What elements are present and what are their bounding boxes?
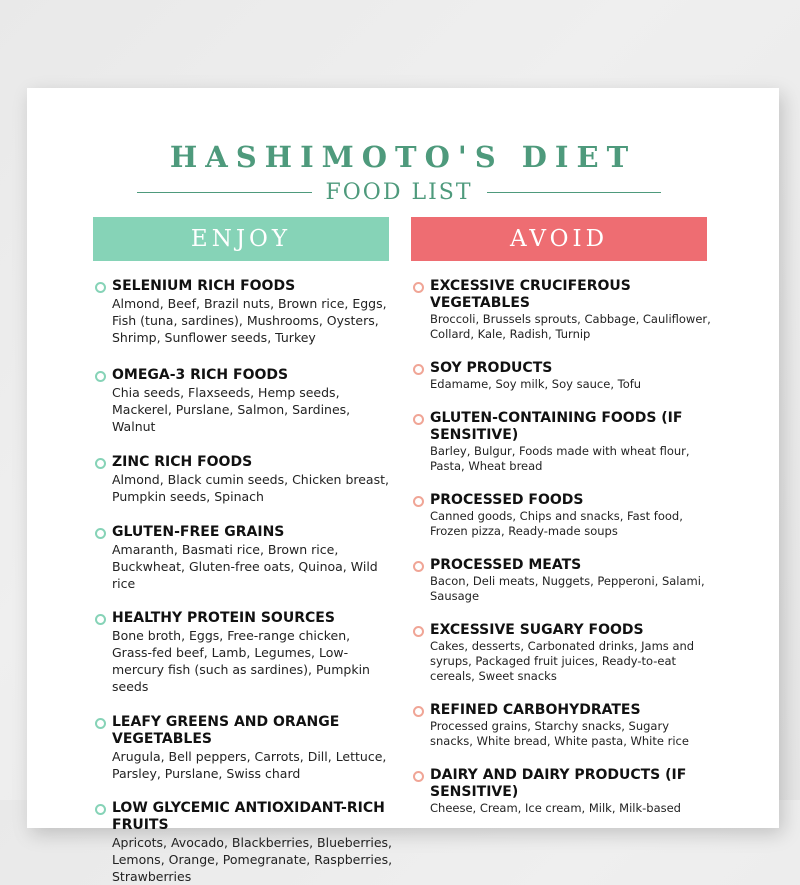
avoid-item-desc: Cheese, Cream, Ice cream, Milk, Milk-based (430, 801, 681, 815)
circle-bullet-icon (95, 458, 106, 469)
avoid-item-desc: Processed grains, Starchy snacks, Sugary snacks, White bread, White pasta, White rice (430, 719, 689, 748)
avoid-item-title: GLUTEN-CONTAINING FOODS (IF SENSITIVE) (430, 410, 683, 443)
avoid-item-title: EXCESSIVE SUGARY FOODS (430, 622, 644, 638)
page-title: HASHIMOTO'S DIET (169, 140, 637, 174)
enjoy-item (93, 800, 393, 885)
enjoy-item-title: LEAFY GREENS AND ORANGE VEGETABLES (112, 714, 340, 747)
circle-bullet-icon (95, 718, 106, 729)
avoid-item-title: PROCESSED MEATS (430, 557, 582, 573)
avoid-item-desc: Canned goods, Chips and snacks, Fast food, Frozen pizza, Ready-made soups (430, 509, 683, 538)
avoid-item-title: DAIRY AND DAIRY PRODUCTS (IF SENSITIVE) (430, 767, 687, 800)
page-subtitle: FOOD LIST (325, 179, 473, 205)
circle-bullet-icon (413, 626, 424, 637)
circle-bullet-icon (413, 282, 424, 293)
circle-bullet-icon (95, 282, 106, 293)
enjoy-column (93, 278, 393, 885)
enjoy-item (93, 610, 393, 695)
avoid-item (411, 622, 711, 684)
avoid-item (411, 410, 711, 474)
avoid-item-title: EXCESSIVE CRUCIFEROUS VEGETABLES (430, 278, 631, 311)
avoid-column (411, 278, 711, 816)
enjoy-item (93, 714, 393, 782)
enjoy-header: ENJOY (93, 217, 389, 261)
enjoy-item-desc: Bone broth, Eggs, Free-range chicken, Grass-fed beef, Lamb, Legumes, Low-mercury fish (such as sardines), Pumpkin seeds (112, 628, 370, 694)
avoid-item-desc: Barley, Bulgur, Foods made with wheat flour, Pasta, Wheat bread (430, 444, 690, 473)
enjoy-item-title: HEALTHY PROTEIN SOURCES (112, 610, 335, 626)
circle-bullet-icon (413, 496, 424, 507)
enjoy-item (93, 524, 393, 592)
avoid-item (411, 557, 711, 604)
food-list-page (27, 88, 779, 884)
enjoy-item-title: SELENIUM RICH FOODS (112, 278, 296, 294)
avoid-item-desc: Cakes, desserts, Carbonated drinks, Jams and syrups, Packaged fruit juices, Ready-to-eat cereals, Sweet snacks (430, 639, 695, 683)
enjoy-item-title: LOW GLYCEMIC ANTIOXIDANT-RICH FRUITS (112, 800, 385, 833)
avoid-item-desc: Edamame, Soy milk, Soy sauce, Tofu (430, 377, 642, 391)
avoid-item-desc: Bacon, Deli meats, Nuggets, Pepperoni, Salami, Sausage (430, 574, 705, 603)
avoid-item (411, 360, 711, 392)
enjoy-item-desc: Apricots, Avocado, Blackberries, Blueberries, Lemons, Orange, Pomegranate, Raspberries, Strawberries (112, 835, 393, 884)
avoid-item-desc: Broccoli, Brussels sprouts, Cabbage, Cauliflower, Collard, Kale, Radish, Turnip (430, 312, 711, 341)
avoid-item (411, 492, 711, 539)
enjoy-item-title: OMEGA-3 RICH FOODS (112, 367, 289, 383)
enjoy-item-desc: Chia seeds, Flaxseeds, Hemp seeds, Mackerel, Purslane, Salmon, Sardines, Walnut (112, 385, 351, 434)
avoid-item (411, 767, 711, 816)
circle-bullet-icon (95, 804, 106, 815)
avoid-item (411, 702, 711, 749)
circle-bullet-icon (95, 528, 106, 539)
avoid-item-title: SOY PRODUCTS (430, 360, 553, 376)
subtitle-rule-right (487, 192, 662, 193)
avoid-item (411, 278, 711, 342)
circle-bullet-icon (95, 614, 106, 625)
enjoy-item-desc: Amaranth, Basmati rice, Brown rice, Buckwheat, Gluten-free oats, Quinoa, Wild rice (112, 542, 378, 591)
circle-bullet-icon (413, 414, 424, 425)
enjoy-item (93, 278, 393, 346)
enjoy-item (93, 454, 393, 505)
circle-bullet-icon (413, 771, 424, 782)
avoid-item-title: PROCESSED FOODS (430, 492, 584, 508)
circle-bullet-icon (95, 371, 106, 382)
circle-bullet-icon (413, 364, 424, 375)
enjoy-item-title: ZINC RICH FOODS (112, 454, 253, 470)
subtitle-rule-left (137, 192, 312, 193)
enjoy-item-desc: Almond, Beef, Brazil nuts, Brown rice, Eggs, Fish (tuna, sardines), Mushrooms, Oysters, Shrimp, Sunflower seeds, Turkey (112, 296, 387, 345)
enjoy-item-desc: Almond, Black cumin seeds, Chicken breast, Pumpkin seeds, Spinach (112, 472, 389, 504)
enjoy-item-title: GLUTEN-FREE GRAINS (112, 524, 285, 540)
enjoy-item (93, 367, 393, 435)
circle-bullet-icon (413, 561, 424, 572)
avoid-header: AVOID (411, 217, 707, 261)
subtitle-row (137, 178, 661, 206)
circle-bullet-icon (413, 706, 424, 717)
avoid-item-title: REFINED CARBOHYDRATES (430, 702, 641, 718)
enjoy-item-desc: Arugula, Bell peppers, Carrots, Dill, Lettuce, Parsley, Purslane, Swiss chard (112, 749, 387, 781)
